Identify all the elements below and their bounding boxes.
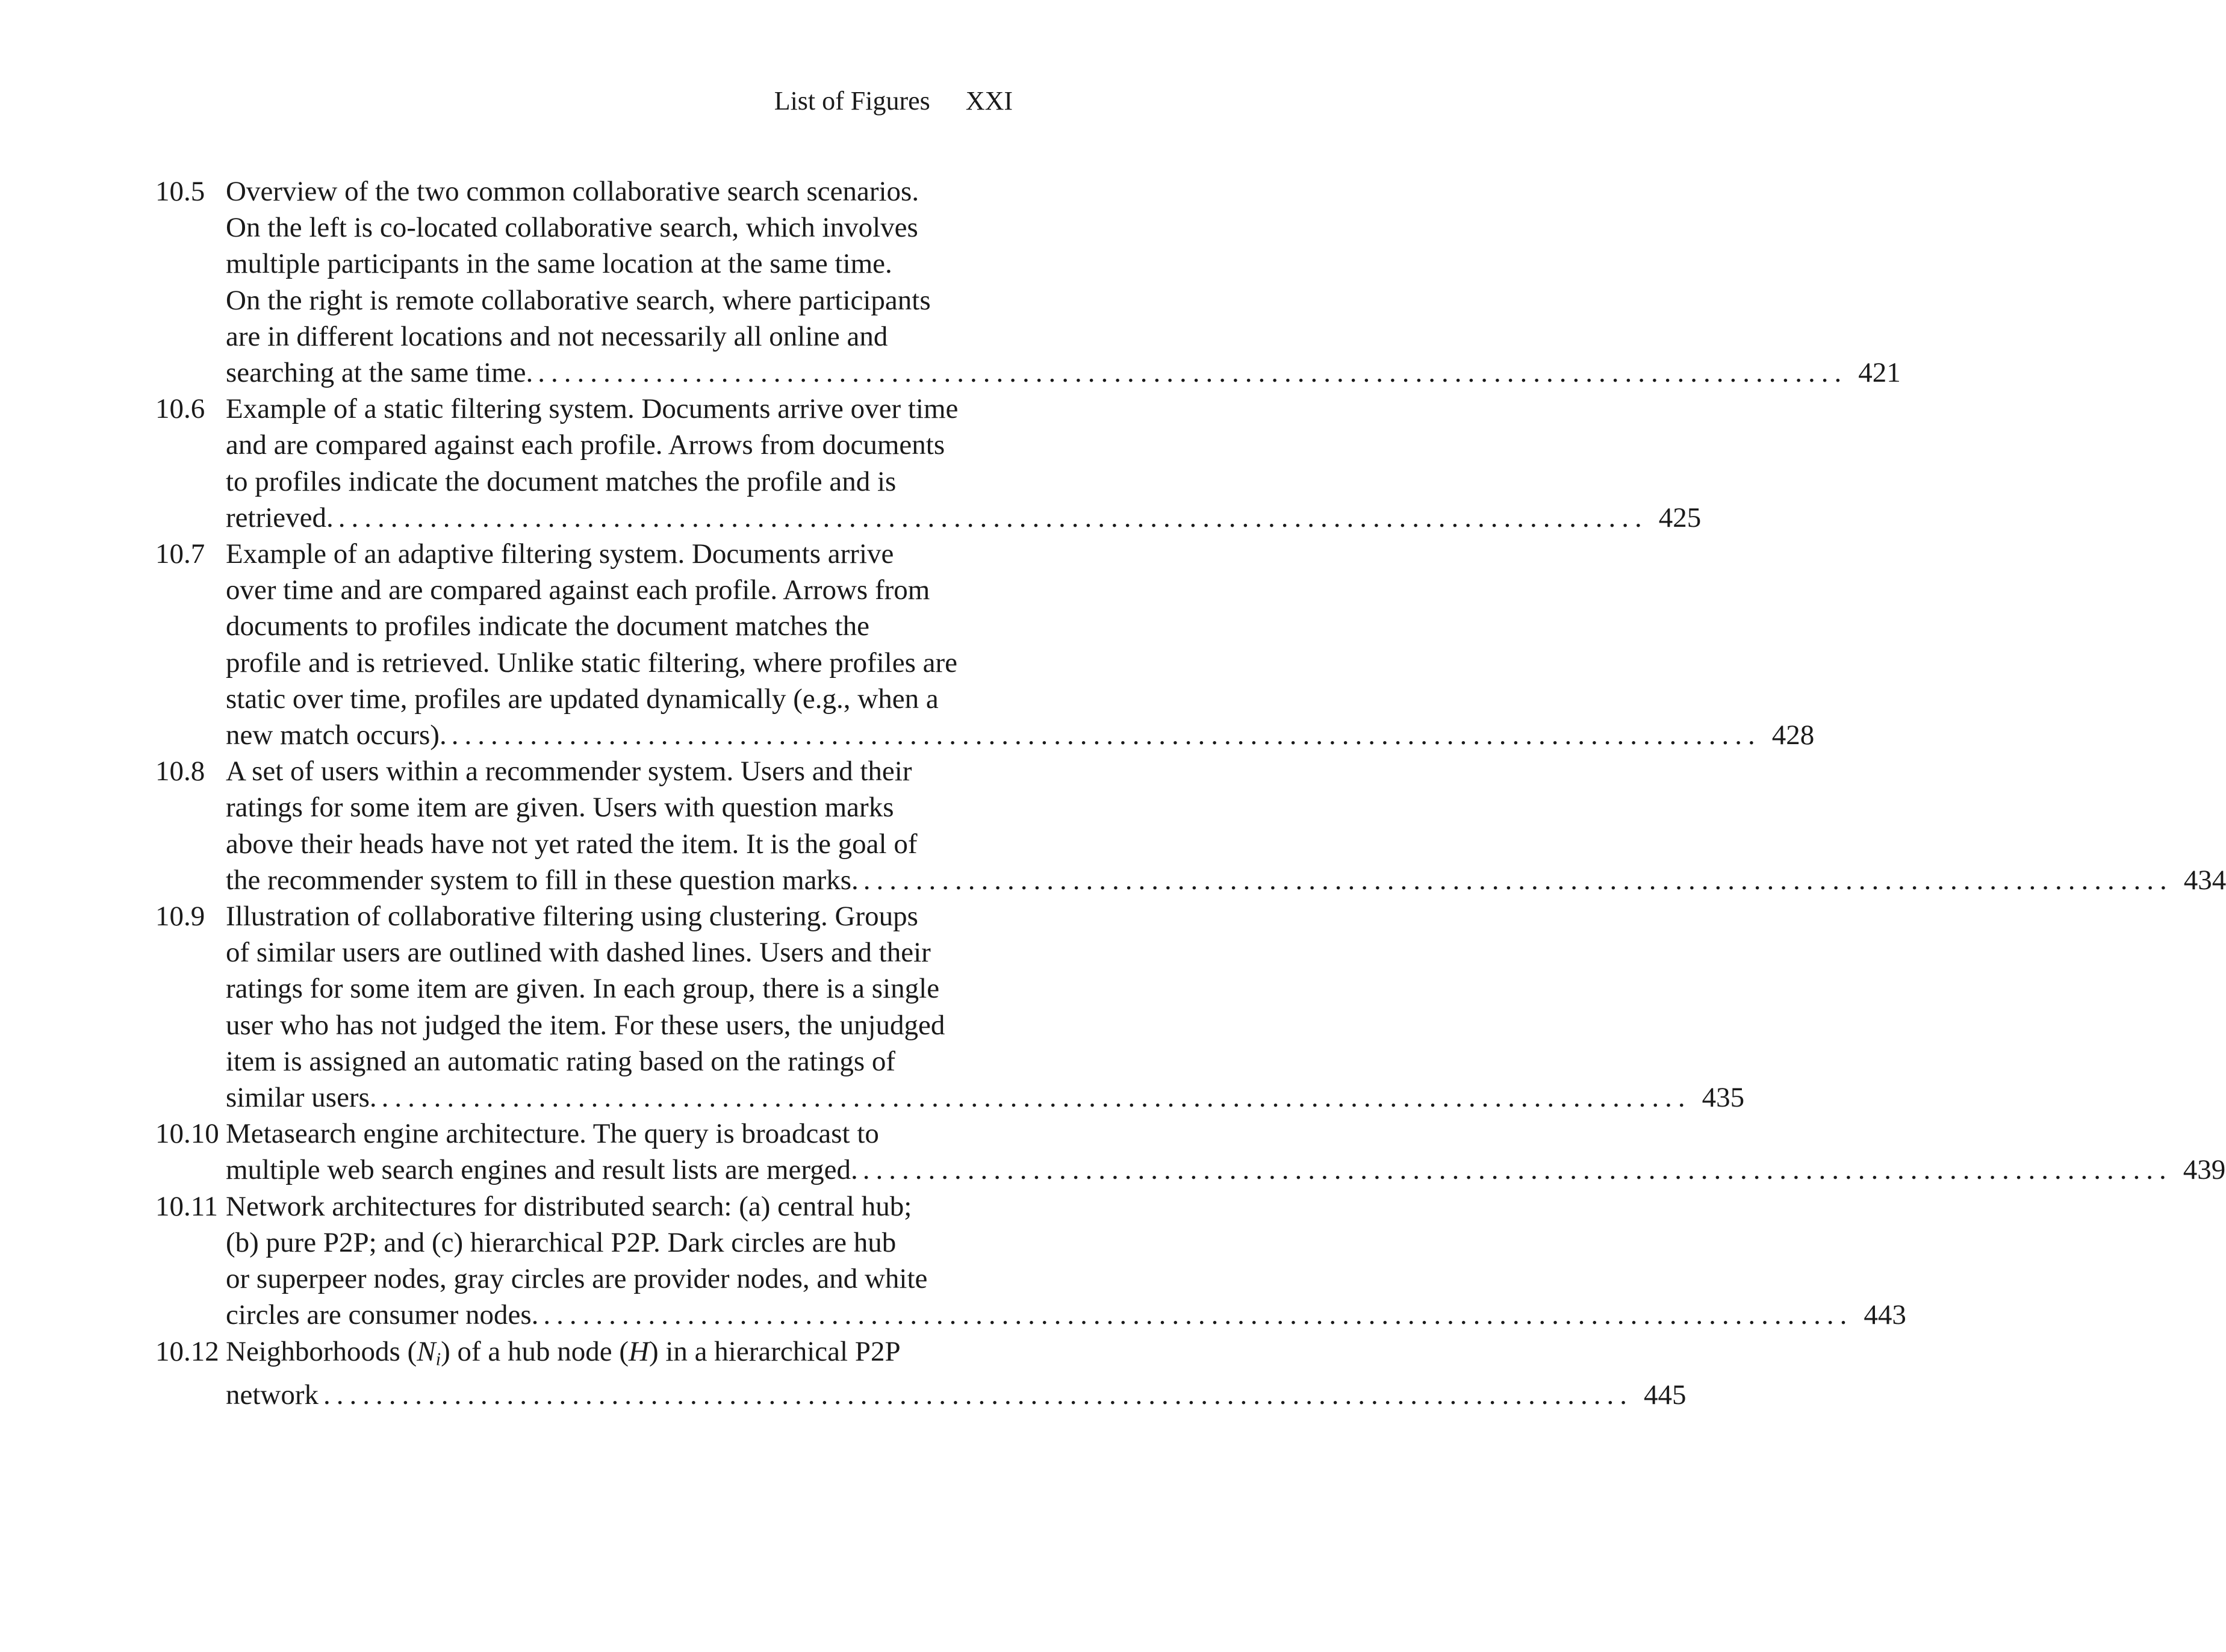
caption-line: static over time, profiles are updated dynamically (e.g., when a bbox=[226, 683, 939, 715]
caption-text: ) in a hierarchical P2P bbox=[648, 1335, 901, 1367]
caption-line: Example of a static filtering system. Documents arrive over time bbox=[226, 393, 959, 425]
caption-line: and are compared against each profile. Arrows from documents bbox=[226, 429, 945, 461]
figure-page-link[interactable]: 443 bbox=[1864, 1299, 1906, 1331]
figure-page-link[interactable]: 425 bbox=[1658, 502, 1702, 533]
figure-number: 10.12 bbox=[155, 1335, 219, 1367]
math-variable: N bbox=[417, 1335, 436, 1367]
figure-caption bbox=[226, 1188, 1906, 1334]
caption-line: similar users. bbox=[226, 1082, 377, 1114]
figure-caption bbox=[226, 1116, 2226, 1188]
caption-line: retrieved. bbox=[226, 502, 334, 533]
caption-line: over time and are compared against each profile. Arrows from bbox=[226, 574, 930, 606]
caption-line: Overview of the two common collaborative search scenarios. bbox=[226, 176, 919, 207]
dot-leader: .................................................................................................... bbox=[538, 357, 1848, 389]
figure-page-link[interactable]: 439 bbox=[2183, 1154, 2226, 1186]
figure-entry bbox=[155, 1116, 2226, 1188]
figure-page-link[interactable]: 434 bbox=[2183, 864, 2226, 896]
figure-caption bbox=[226, 536, 1815, 753]
caption-line: user who has not judged the item. For these users, the unjudged bbox=[226, 1009, 945, 1041]
dot-leader: .................................................................................................... bbox=[543, 1299, 1853, 1331]
caption-line: Network architectures for distributed search: (a) central hub; bbox=[226, 1190, 912, 1222]
dot-leader: .................................................................................................... bbox=[862, 1154, 2172, 1186]
figure-entry bbox=[155, 753, 2226, 898]
caption-line: documents to profiles indicate the document matches the bbox=[226, 610, 869, 642]
caption-line: multiple participants in the same location at the same time. bbox=[226, 248, 892, 280]
figure-entry bbox=[155, 898, 1745, 1116]
figure-page-link[interactable]: 421 bbox=[1858, 357, 1901, 389]
math-variable: H bbox=[629, 1335, 649, 1367]
caption-line: multiple web search engines and result lists are merged. bbox=[226, 1154, 858, 1186]
caption-line: On the right is remote collaborative search, where participants bbox=[226, 284, 931, 316]
caption-line: Illustration of collaborative filtering using clustering. Groups bbox=[226, 901, 918, 933]
figure-number: 10.10 bbox=[155, 1118, 219, 1150]
figure-caption bbox=[226, 753, 2226, 898]
caption-line: On the left is co-located collaborative search, which involves bbox=[226, 212, 918, 244]
caption-line: of similar users are outlined with dashed lines. Users and their bbox=[226, 937, 931, 969]
caption-line: searching at the same time. bbox=[226, 357, 533, 389]
figure-number: 10.9 bbox=[155, 901, 205, 933]
caption-text: Neighborhoods ( bbox=[226, 1335, 417, 1367]
caption-text: ) of a hub node ( bbox=[441, 1335, 629, 1367]
figure-caption bbox=[226, 898, 1745, 1116]
figure-page-link[interactable]: 428 bbox=[1771, 719, 1815, 751]
running-head-page-number: XXI bbox=[965, 86, 1013, 116]
caption-line: ratings for some item are given. In each group, there is a single bbox=[226, 973, 940, 1005]
running-head-title: List of Figures bbox=[774, 86, 930, 116]
figure-page-link[interactable]: 435 bbox=[1702, 1082, 1745, 1114]
figure-number: 10.6 bbox=[155, 393, 205, 425]
running-head bbox=[774, 83, 1013, 119]
caption-line: Metasearch engine architecture. The query is broadcast to bbox=[226, 1118, 879, 1150]
caption-line bbox=[226, 1334, 1013, 1377]
figure-entry bbox=[155, 1188, 1906, 1334]
math-subscript: i bbox=[435, 1349, 441, 1370]
caption-line: profile and is retrieved. Unlike static filtering, where profiles are bbox=[226, 647, 958, 678]
figure-caption bbox=[226, 173, 1901, 391]
caption-line: A set of users within a recommender system. Users and their bbox=[226, 756, 912, 787]
figure-entry bbox=[155, 1334, 1687, 1414]
caption-line: to profiles indicate the document matches the profile and is bbox=[226, 465, 897, 497]
figure-caption bbox=[226, 391, 1702, 536]
dot-leader: .................................................................................................... bbox=[323, 1379, 1634, 1411]
caption-line: the recommender system to fill in these question marks. bbox=[226, 864, 859, 896]
figure-number: 10.11 bbox=[155, 1190, 219, 1222]
caption-line: Example of an adaptive filtering system. Documents arrive bbox=[226, 538, 894, 570]
dot-leader: .................................................................................................... bbox=[451, 719, 1761, 751]
list-of-figures bbox=[155, 173, 2226, 1414]
figure-entry bbox=[155, 391, 1702, 536]
caption-line: above their heads have not yet rated the item. It is the goal of bbox=[226, 828, 918, 860]
caption-line: circles are consumer nodes. bbox=[226, 1299, 539, 1331]
caption-line: new match occurs). bbox=[226, 719, 447, 751]
figure-number: 10.5 bbox=[155, 176, 205, 207]
dot-leader: .................................................................................................... bbox=[338, 502, 1648, 533]
caption-line: item is assigned an automatic rating based on the ratings of bbox=[226, 1045, 896, 1077]
caption-line: (b) pure P2P; and (c) hierarchical P2P. Dark circles are hub bbox=[226, 1226, 897, 1258]
dot-leader: .................................................................................................... bbox=[381, 1082, 1691, 1114]
figure-entry bbox=[155, 173, 1901, 391]
dot-leader: .................................................................................................... bbox=[863, 864, 2173, 896]
caption-line: ratings for some item are given. Users with question marks bbox=[226, 792, 894, 824]
figure-number: 10.7 bbox=[155, 538, 205, 570]
caption-line: or superpeer nodes, gray circles are provider nodes, and white bbox=[226, 1263, 928, 1295]
caption-line: are in different locations and not necessarily all online and bbox=[226, 320, 888, 352]
figure-caption bbox=[226, 1334, 1687, 1414]
figure-entry bbox=[155, 536, 1815, 753]
figure-page-link[interactable]: 445 bbox=[1644, 1379, 1687, 1411]
figure-number: 10.8 bbox=[155, 756, 205, 787]
caption-line: network bbox=[226, 1379, 319, 1411]
